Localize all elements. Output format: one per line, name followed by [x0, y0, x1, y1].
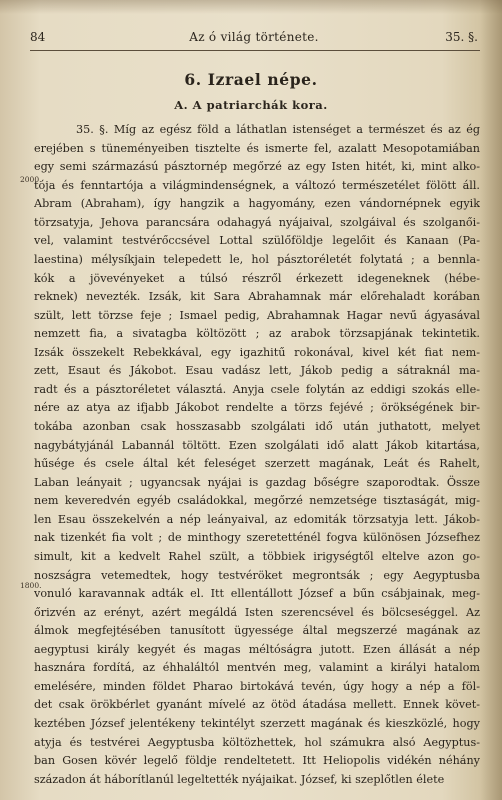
text-line: századon át háborítlanúl legeltették nyájaikat. József, ki szeplőtlen élete — [34, 772, 445, 786]
text-line: laestina) mélysíkjain telepedett le, hol pásztoréletét folytatá ; a bennla- — [34, 252, 480, 266]
text-line: reknek) nevezték. Izsák, kit Sara Abrahamnak már előrehaladt korában — [34, 290, 480, 304]
margin-year: 1800. — [20, 581, 42, 590]
text-line: tokába azonban csak hosszasabb szolgálati idő után juthatott, melyet — [34, 420, 480, 433]
running-header — [30, 30, 478, 50]
section-reference: 35. §. — [445, 30, 478, 44]
page-shadow-right — [480, 0, 502, 800]
text-line: nem keveredvén egyéb családokkal, megőrzé nemzetsége tisztaságát, mig- — [34, 494, 480, 508]
text-line: álmok megfejtésében tanusított ügyessége által megszerzé magának az — [34, 624, 480, 638]
text-line: Izsák összekelt Rebekkával, egy igazhitű rokonával, kivel két fiat nem- — [34, 345, 480, 359]
text-line: törzsatyja, Jehova parancsára odahagyá nyájaival, szolgáival és szolganői- — [34, 215, 480, 229]
text-line: hűsége és csele által két feleséget szerzett magának, Leát és Rahelt, — [34, 457, 480, 471]
page-number: 84 — [30, 30, 46, 44]
text-line: aegyptusi király kegyét és magas méltóságra jutott. Ezen állását a nép — [34, 642, 480, 656]
text-line: vonuló karavannak adták el. Itt ellentállott József a bűn csábjainak, meg- — [34, 587, 480, 601]
page-shadow-top — [0, 0, 502, 14]
body-text — [34, 121, 480, 789]
text-line: ban Gosen kövér legelő földje rendeltetett. Itt Heliopolis vidékén néhány — [34, 754, 480, 768]
text-line: zett, Esaut és Jákobot. Esau vadász lett, Jákob pedig a sátraknál ma- — [34, 364, 480, 378]
text-line: keztében József jelentékeny tekintélyt szerzett magának és kieszközlé, hogy — [34, 717, 480, 730]
text-line: tója és fenntartója a világmindenségnek, a változó természetélet fölött áll. — [34, 178, 480, 192]
text-line: nagybátyjánál Labannál töltött. Ezen szolgálati idő alatt Jákob kitartása, — [34, 438, 480, 452]
running-title: Az ó világ története. — [189, 30, 319, 44]
text-line: nemzett fia, a sivatagba költözött ; az arabok törzsapjának tekintetik. — [34, 327, 480, 341]
text-line: emelésére, minden földet Pharao birtokává tevén, úgy hogy a nép a föl- — [34, 679, 480, 693]
text-line: det csak örökbérlet gyanánt mívelé az ötöd átadása mellett. Ennek követ- — [34, 698, 480, 712]
text-line: nak tizenkét fia volt ; de minthogy szeretetténél fogva különösen Józsefhez — [34, 531, 480, 545]
text-line: erejében s tüneményeiben tisztelte és ismerte fel, azalatt Mesopotamiában — [34, 141, 480, 155]
text-line: 35. §. Míg az egész föld a láthatlan istenséget a természet és az ég — [76, 123, 480, 136]
margin-year: 2000. — [20, 175, 42, 184]
text-line: szült, lett törzse feje ; Ismael pedig, Abrahamnak Hagar nevű ágyasával — [34, 308, 480, 322]
section-title: A. A patriarchák kora. — [174, 98, 328, 112]
text-line: radt és a pásztoréletet választá. Anyja csele folytán az eddigi szokás elle- — [34, 382, 480, 396]
text-line: nére az atya az ifjabb Jákobot rendelte a törzs fejévé ; örökségének bir- — [34, 401, 480, 415]
text-line: noszságra vetemedtek, hogy testvéröket megrontsák ; egy Aegyptusba — [34, 568, 480, 582]
text-line: len Esau összekelvén a nép leányaival, az edomiták törzsatyja lett. Jákob- — [34, 512, 480, 526]
text-line: kók a jövevényeket a túlsó részről érkezett idegeneknek (hébe- — [34, 271, 480, 285]
text-line: simult, kit a kedvelt Rahel szült, a többiek irigységtől eltelve azon go- — [34, 549, 480, 563]
text-line: Abram (Abraham), így hangzik a hagyomány, ezen vándornépnek egyik — [34, 197, 480, 211]
chapter-title: 6. Izrael népe. — [184, 70, 318, 89]
text-line: Laban leányait ; ugyancsak nyájai is gazdag bőségre szaporodtak. Össze — [34, 475, 480, 489]
text-line: egy semi származású pásztornép megőrzé az egy Isten hitét, ki, mint alko- — [34, 160, 480, 174]
header-rule — [30, 50, 480, 51]
text-line: vel, valamint testvérőccsével Lottal szülőföldje legelőit és Kanaan (Pa- — [34, 234, 480, 248]
text-line: hasznára fordítá, az éhhaláltól mentvén meg, valamint a királyi hatalom — [34, 661, 480, 675]
text-line: őrizvén az erényt, azért megáldá Isten szerencsével és bölcseséggel. Az — [34, 605, 480, 619]
text-line: atyja és testvérei Aegyptusba költözhettek, hol számukra alsó Aegyptus- — [34, 735, 480, 749]
